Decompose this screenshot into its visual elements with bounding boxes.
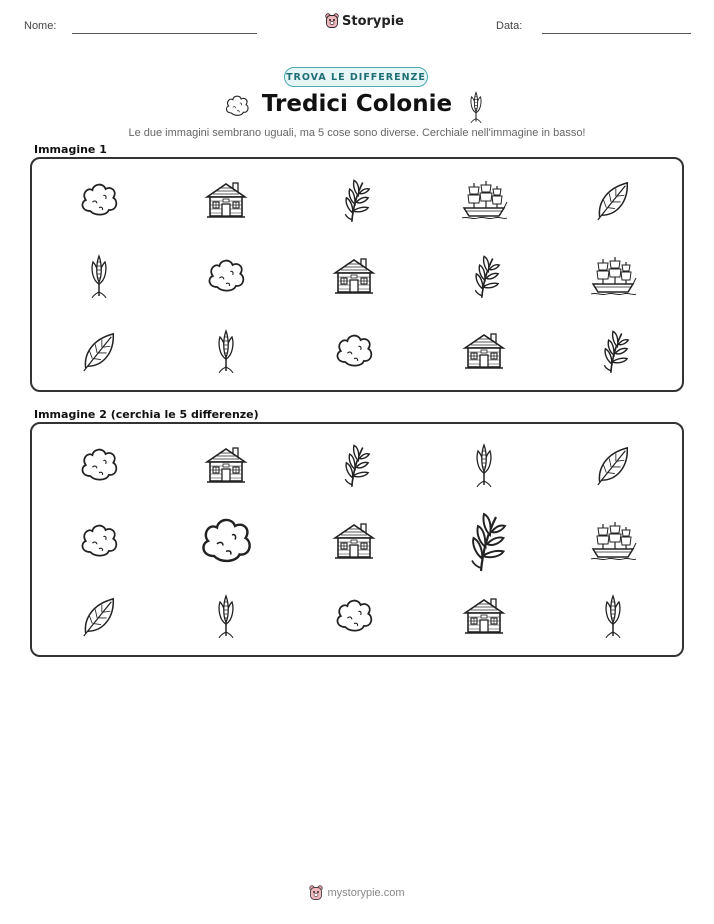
footer xyxy=(0,885,714,901)
cotton-icon[interactable] xyxy=(332,594,376,638)
house-icon[interactable] xyxy=(332,520,376,562)
ship-icon xyxy=(589,253,637,299)
house-icon[interactable] xyxy=(462,595,506,637)
leaf-icon xyxy=(80,328,118,374)
corn-icon[interactable] xyxy=(601,592,625,640)
leaf-icon[interactable] xyxy=(80,593,118,639)
name-line[interactable] xyxy=(72,33,257,34)
wheat-icon-large[interactable] xyxy=(460,508,508,574)
corn-icon xyxy=(87,252,111,300)
house-icon[interactable] xyxy=(204,444,248,486)
corn-icon[interactable] xyxy=(214,592,238,640)
title-corn-icon xyxy=(467,91,485,127)
corn-icon[interactable] xyxy=(472,441,496,489)
corn-icon xyxy=(214,327,238,375)
image2-label: Immagine 2 (cerchia le 5 differenze) xyxy=(34,408,259,421)
leaf-icon[interactable] xyxy=(594,442,632,488)
instructions-text: Le due immagini sembrano uguali, ma 5 cose sono diverse. Cerchiale nell'immagine in basso! xyxy=(128,127,586,139)
house-icon xyxy=(332,255,376,297)
leaf-icon xyxy=(594,177,632,223)
page-title: Tredici Colonie xyxy=(261,91,453,117)
date-line[interactable] xyxy=(542,33,691,34)
title-cotton-icon xyxy=(222,92,252,124)
worksheet-type-badge: TROVA LE DIFFERENZE xyxy=(284,67,428,87)
cotton-icon xyxy=(332,329,376,373)
house-icon xyxy=(462,330,506,372)
image1-label: Immagine 1 xyxy=(34,143,107,156)
wheat-icon[interactable] xyxy=(336,441,372,489)
cotton-icon-large[interactable] xyxy=(194,511,258,571)
bear-icon xyxy=(309,885,323,901)
wheat-icon xyxy=(336,176,372,224)
cotton-icon[interactable] xyxy=(77,519,121,563)
house-icon xyxy=(204,179,248,221)
footer-url: mystorypie.com xyxy=(327,887,405,899)
ship-icon[interactable] xyxy=(589,518,637,564)
image2-panel[interactable] xyxy=(30,422,684,657)
ship-icon xyxy=(460,177,508,223)
brand-logo xyxy=(325,13,404,29)
cotton-icon xyxy=(204,254,248,298)
image1-panel xyxy=(30,157,684,392)
name-label: Nome: xyxy=(24,20,57,32)
bear-icon xyxy=(325,13,339,29)
brand-name: Storypie xyxy=(342,13,404,29)
wheat-icon xyxy=(466,252,502,300)
date-label: Data: xyxy=(496,20,523,32)
wheat-icon xyxy=(595,327,631,375)
cotton-icon xyxy=(77,178,121,222)
cotton-icon[interactable] xyxy=(77,443,121,487)
